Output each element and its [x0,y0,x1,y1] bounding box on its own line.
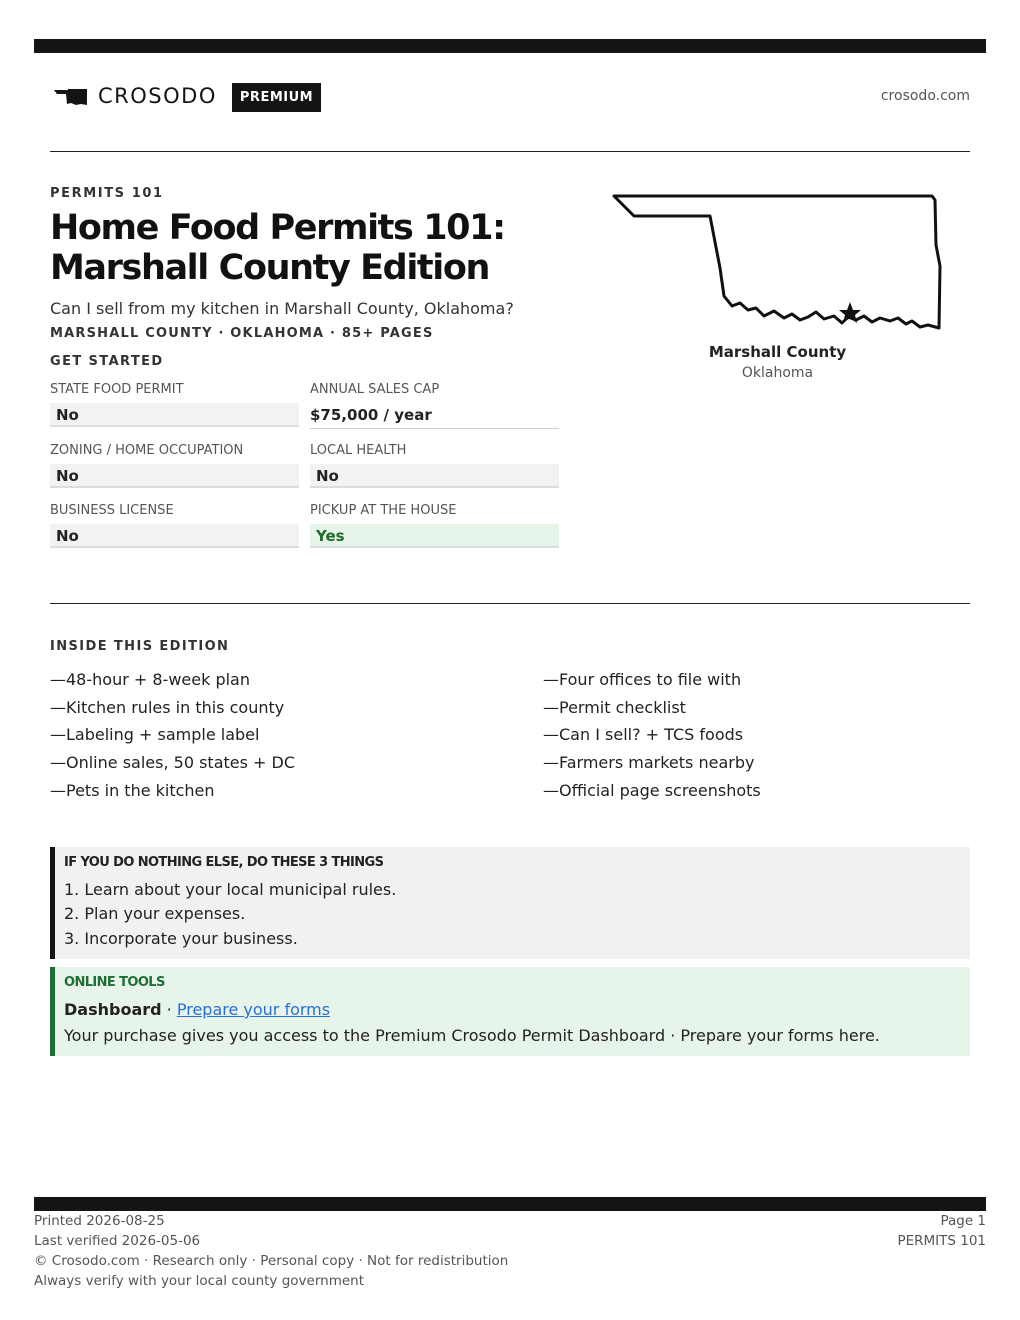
page-number: Page 1 [940,1213,986,1229]
get-started-label: GET STARTED [50,354,164,369]
fact-value: No [50,403,299,427]
tools-description: Your purchase gives you access to the Premium Crosodo Permit Dashboard · Prepare your forms here. [64,1026,880,1045]
fact-label: STATE FOOD PERMIT [50,382,184,397]
three-things-callout [50,847,970,959]
verified-date: Last verified 2026-05-06 [34,1233,201,1249]
inside-edition-label: INSIDE THIS EDITION [50,639,230,654]
fact-zoning [50,443,299,488]
toc-item: —Online sales, 50 states + DC [50,753,296,773]
fact-value: No [50,464,299,488]
toc-item: —48-hour + 8-week plan [50,670,250,689]
header [50,80,970,114]
fact-label: ANNUAL SALES CAP [310,382,440,397]
fact-value: No [310,464,559,488]
kicker: PERMITS 101 [50,186,164,201]
header-divider [50,151,970,152]
fact-label: BUSINESS LICENSE [50,503,174,518]
toc-item: —Pets in the kitchen [50,780,215,800]
callout-step: 2. Plan your expenses. [64,904,246,923]
fact-label: LOCAL HEALTH [310,443,407,458]
footer-left [34,1211,508,1291]
subtitle: Can I sell from my kitchen in Marshall County, Oklahoma? [50,299,514,318]
tools-heading: ONLINE TOOLS [64,975,165,990]
premium-badge: PREMIUM [232,83,321,112]
fact-label: PICKUP AT THE HOUSE [310,503,457,518]
brand-name: CROSODO [98,84,217,108]
prepare-forms-link[interactable]: Prepare your forms [176,1000,331,1019]
page-title: Home Food Permits 101: Marshall County Edition [50,208,505,288]
fact-business-license [50,503,299,548]
disclaimer-line: Always verify with your local county government [34,1273,364,1289]
online-tools-callout [50,967,970,1056]
dashboard-label: Dashboard [64,1000,162,1019]
toc-item: —Official page screenshots [543,780,761,800]
toc-item: —Permit checklist [543,697,686,717]
section-divider [50,603,970,604]
fact-value: No [50,524,299,548]
callout-heading: IF YOU DO NOTHING ELSE, DO THESE 3 THINGS [64,855,384,870]
toc-item: —Labeling + sample label [50,725,260,745]
footer-right [897,1211,986,1251]
site-url[interactable]: crosodo.com [880,88,970,104]
fact-value: Yes [310,524,559,548]
fact-state-food-permit [50,382,299,427]
fact-value: $75,000 / year [310,403,559,429]
fact-pickup-at-house [310,503,559,548]
printed-date: Printed 2026-08-25 [34,1213,165,1229]
oklahoma-map [610,190,946,336]
state-outline [614,196,940,328]
callout-step: 1. Learn about your local municipal rules. [64,880,397,899]
toc-item: —Kitchen rules in this county [50,697,285,717]
copyright-line: © Crosodo.com · Research only · Personal copy · Not for redistribution [34,1253,509,1269]
top-rule-bar [34,39,986,53]
meta-line: MARSHALL COUNTY · OKLAHOMA · 85+ PAGES [50,326,434,341]
toc-left-column [50,666,295,805]
oklahoma-logo-icon [54,88,88,106]
tools-line [64,1000,330,1019]
toc-right-column [543,666,761,805]
fact-local-health [310,443,559,488]
bottom-rule-bar [34,1197,986,1211]
map-state-label: Oklahoma [741,365,814,381]
footer-section: PERMITS 101 [897,1233,986,1249]
fact-label: ZONING / HOME OCCUPATION [50,443,244,458]
toc-item: —Farmers markets nearby [543,753,755,773]
fact-annual-sales-cap [310,382,559,429]
map-county-label: Marshall County [708,343,847,361]
toc-item: —Can I sell? + TCS foods [543,725,744,745]
callout-step: 3. Incorporate your business. [64,929,298,948]
separator: · [161,1000,177,1019]
toc-item: —Four offices to file with [543,670,742,689]
